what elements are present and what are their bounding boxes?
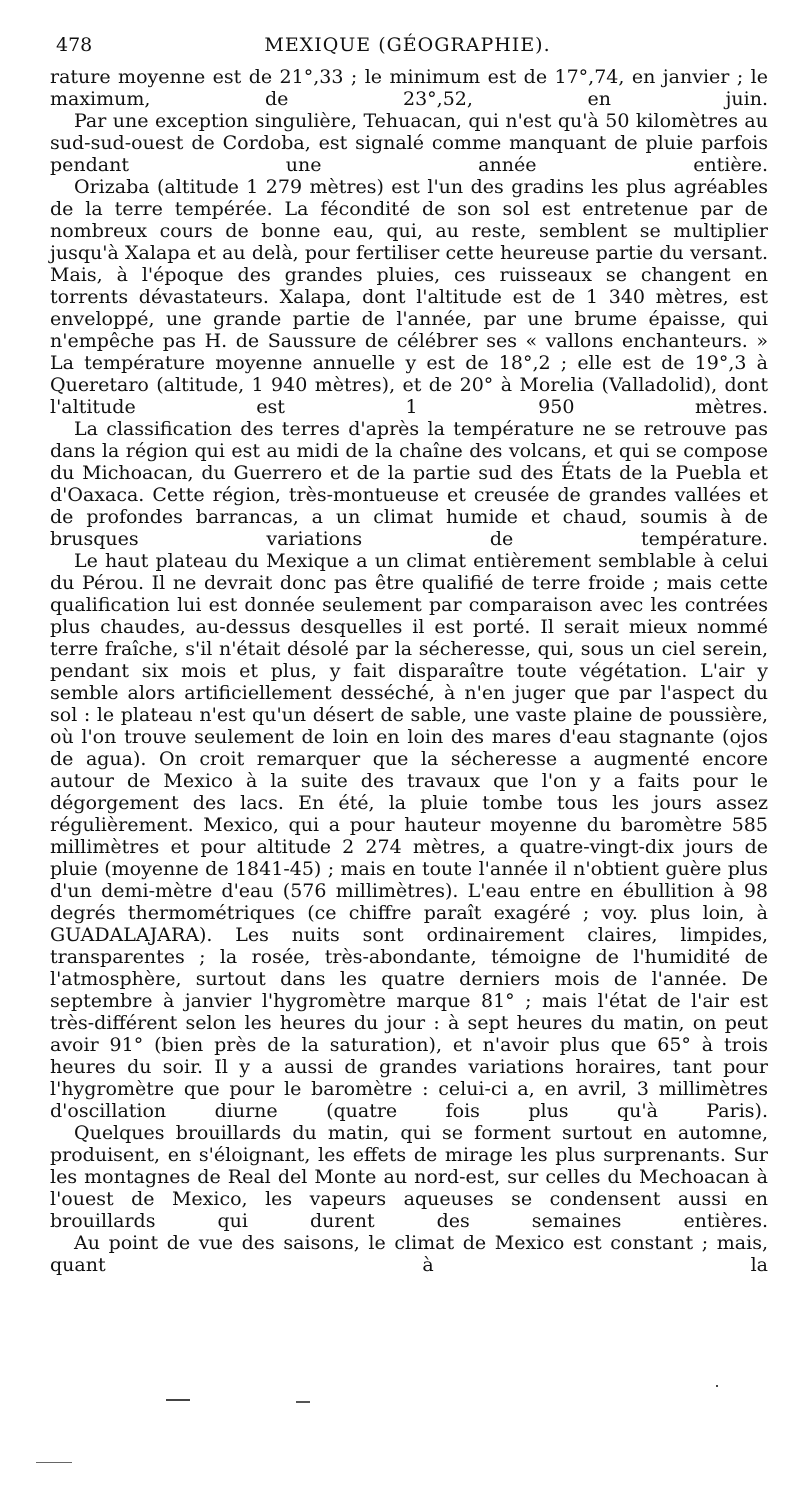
paragraph: Au point de vue des saisons, le climat de Mexico est constant ; mais, quant à la [50, 1232, 768, 1276]
paragraph: Quelques brouillards du matin, qui se forment surtout en automne, produisent, en s'éloignant, les effets de mirage les plus surprenants. Sur les montagnes de Real del Monte au nord-est, sur celles du Mechoacan à l'ouest de Mexico, les vapeurs aqueuses se condensent aussi en brouillards qui durent des semaines entières. [50, 1122, 768, 1232]
paragraph: Par une exception singulière, Tehuacan, qui n'est qu'à 50 kilomètres au sud-sud-ouest de Cordoba, est signalé comme manquant de pluie parfois pendant une année entière. [50, 110, 768, 176]
page-number: 478 [56, 34, 93, 56]
running-head: MEXIQUE (GÉOGRAPHIE). [264, 34, 551, 56]
paragraph: rature moyenne est de 21°,33 ; le minimum est de 17°,74, en janvier ; le maximum, de 23°,52, en juin. [50, 66, 768, 110]
paragraph: Orizaba (altitude 1 279 mètres) est l'un des gradins les plus agréables de la terre tempérée. La fécondité de son sol est entretenue par de nombreux cours de bonne eau, qui, au reste, semblent se multiplier jusqu'à Xalapa et au delà, pour fertiliser cette heureuse partie du versant. Mais, à l'époque des grandes pluies, ces ruisseaux se changent en torrents dévastateurs. Xalapa, dont l'altitude est de 1 340 mètres, est enveloppé, une grande partie de l'année, par une brume épaisse, qui n'empêche pas H. de Saussure de célébrer ses « vallons enchanteurs. » La température moyenne annuelle y est de 18°,2 ; elle est de 19°,3 à Queretaro (altitude, 1 940 mètres), et de 20° à Morelia (Valladolid), dont l'altitude est 1 950 mètres. [50, 176, 768, 418]
body-text [50, 66, 768, 1276]
paragraph: La classification des terres d'après la température ne se retrouve pas dans la région qui est au midi de la chaîne des volcans, et qui se compose du Michoacan, du Guerrero et de la partie sud des États de la Puebla et d'Oaxaca. Cette région, très-montueuse et creusée de grandes vallées et de profondes barrancas, a un climat humide et chaud, soumis à de brusques variations de température. [50, 418, 768, 550]
paragraph: Le haut plateau du Mexique a un climat entièrement semblable à celui du Pérou. Il ne devrait donc pas être qualifié de terre froide ; mais cette qualification lui est donnée seulement par comparaison avec les contrées plus chaudes, au-dessus desquelles il est porté. Il serait mieux nommé terre fraîche, s'il n'était désolé par la sécheresse, qui, sous un ciel serein, pendant six mois et plus, y fait disparaître toute végétation. L'air y semble alors artificiellement desséché, à n'en juger que par l'aspect du sol : le plateau n'est qu'un désert de sable, une vaste plaine de poussière, où l'on trouve seulement de loin en loin des mares d'eau stagnante (ojos de agua). On croit remarquer que la sécheresse a augmenté encore autour de Mexico à la suite des travaux que l'on y a faits pour le dégorgement des lacs. En été, la pluie tombe tous les jours assez régulièrement. Mexico, qui a pour hauteur moyenne du baromètre 585 millimètres et pour altitude 2 274 mètres, a quatre-vingt-dix jours de pluie (moyenne de 1841-45) ; mais en toute l'année il n'obtient guère plus d'un demi-mètre d'eau (576 millimètres). L'eau entre en ébullition à 98 degrés thermométriques (ce chiffre paraît exagéré ; voy. plus loin, à GUADALAJARA). Les nuits sont ordinairement claires, limpides, transparentes ; la rosée, très-abondante, témoigne de l'humidité de l'atmosphère, surtout dans les quatre derniers mois de l'année. De septembre à janvier l'hygromètre marque 81° ; mais l'état de l'air est très-différent selon les heures du jour : à sept heures du matin, on peut avoir 91° (bien près de la saturation), et n'avoir plus que 65° à trois heures du soir. Il y a aussi de grandes variations horaires, tant pour l'hygromètre que pour le baromètre : celui-ci a, en avril, 3 millimètres d'oscillation diurne (quatre fois plus qu'à Paris). [50, 550, 768, 1122]
page-header [50, 30, 765, 60]
